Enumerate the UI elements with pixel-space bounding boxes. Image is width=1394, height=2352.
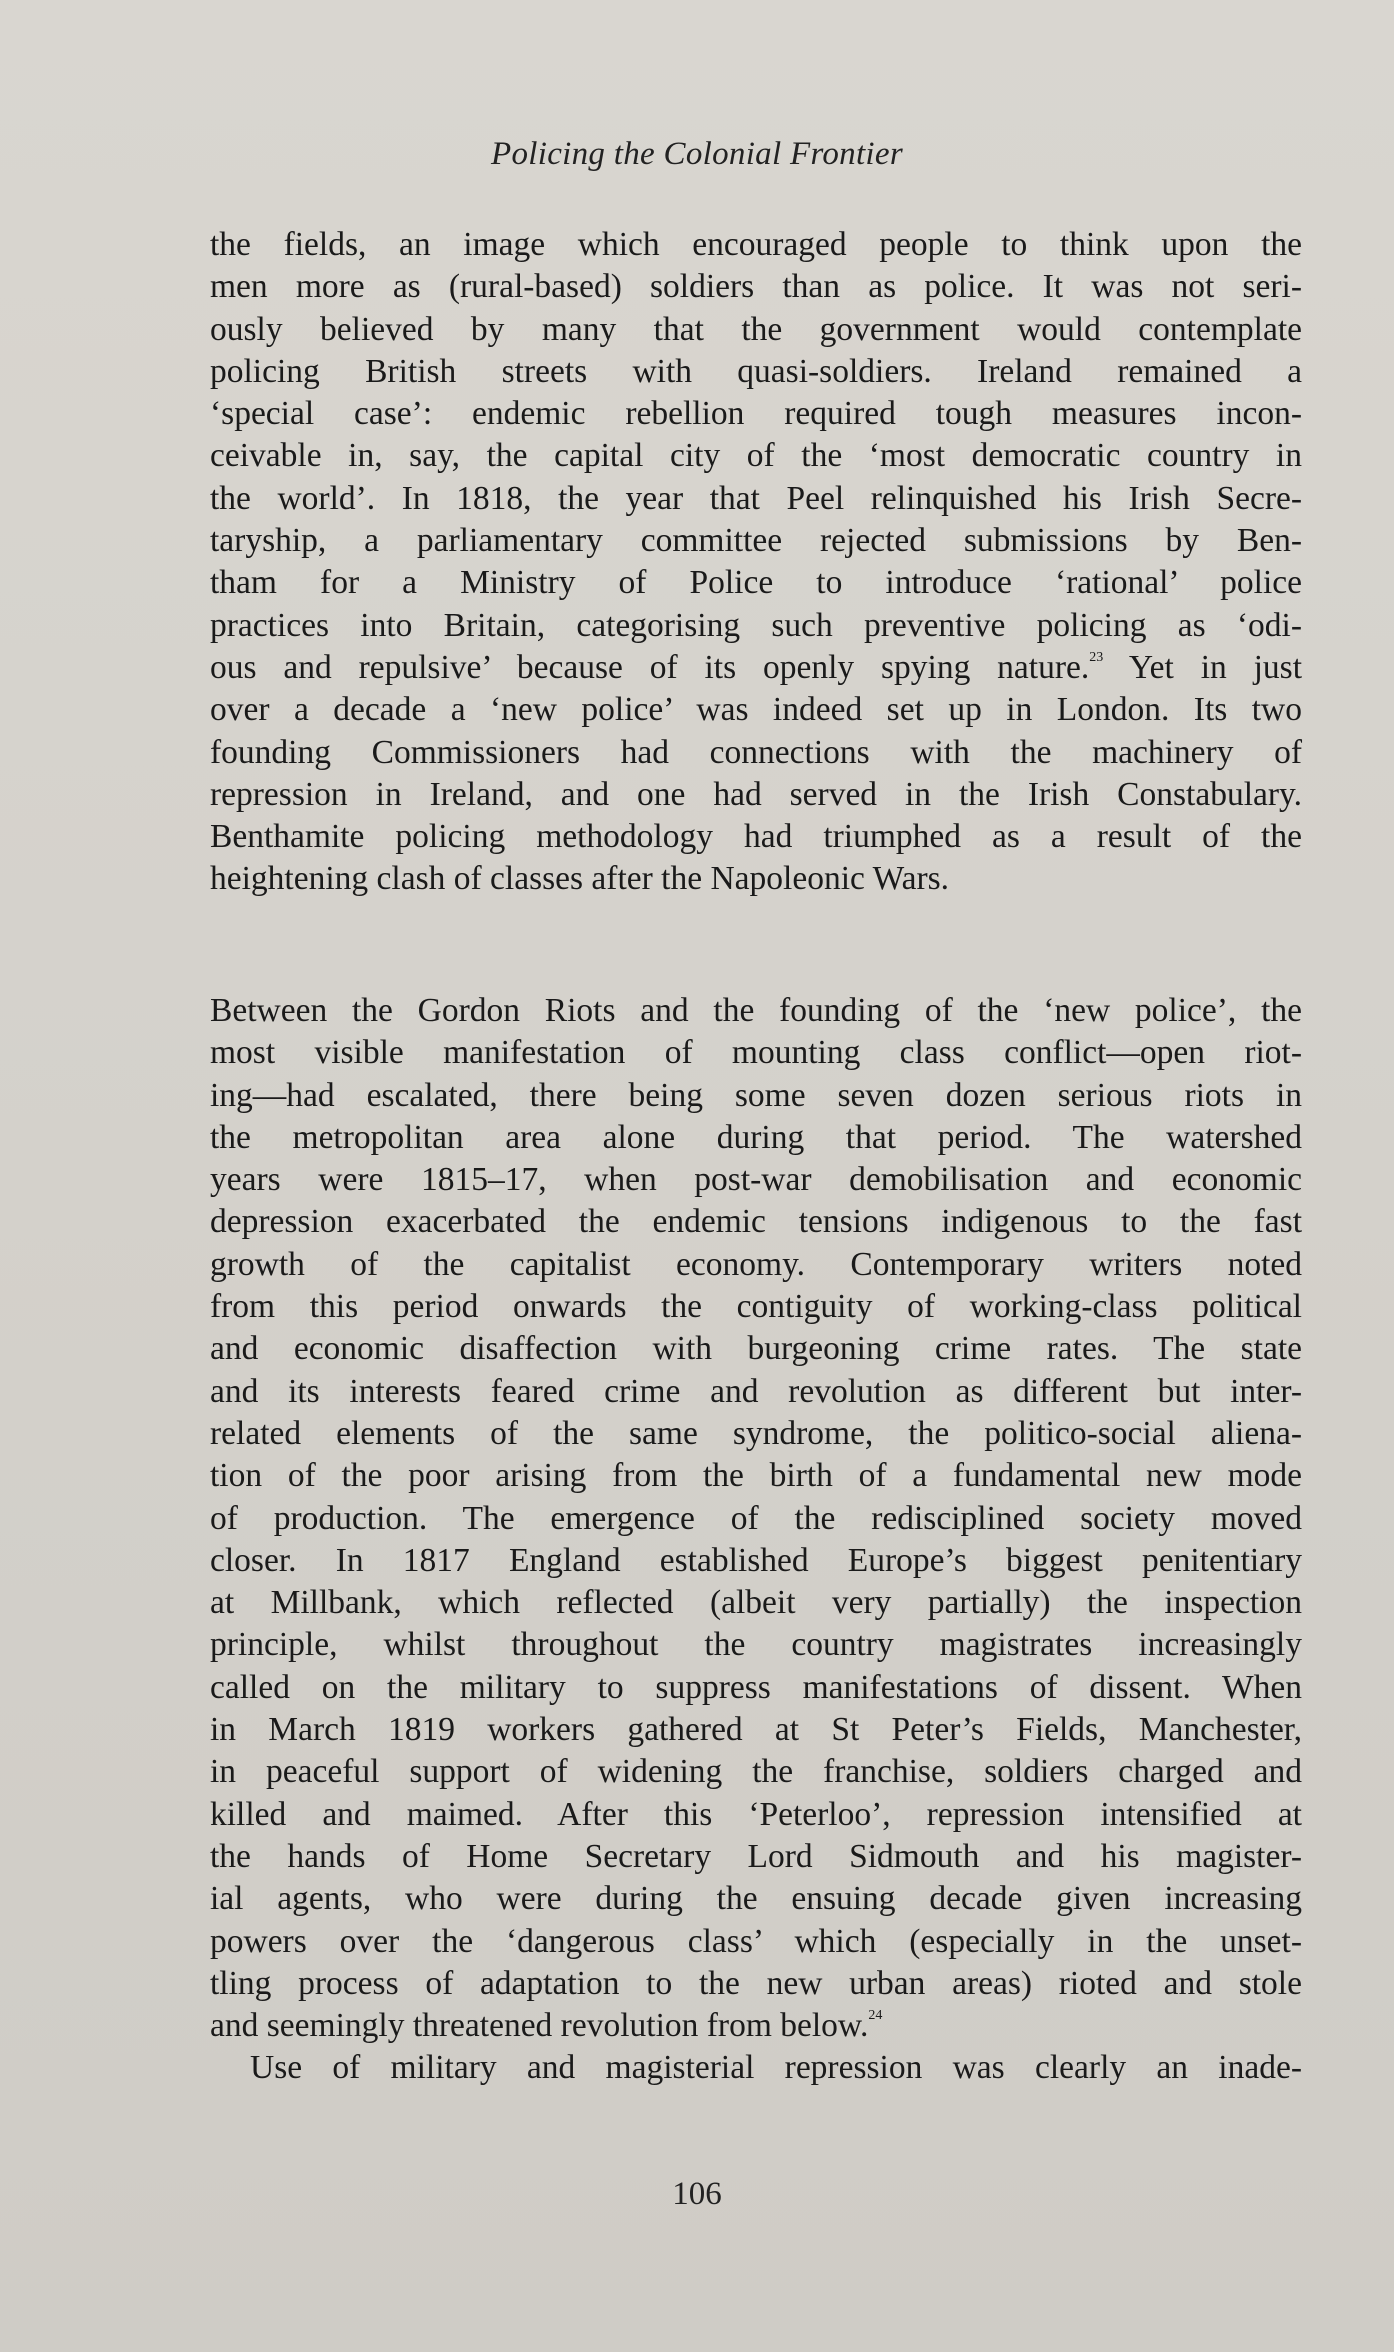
text-line: called on the military to suppress manifestations of dissent. When	[210, 1668, 1302, 1706]
text-line-with-footnote	[210, 2005, 1302, 2047]
text-line: the world’. In 1818, the year that Peel relinquished his Irish Secre-	[210, 479, 1302, 517]
text-line: ial agents, who were during the ensuing decade given increasing	[210, 1880, 1302, 1918]
running-head: Policing the Colonial Frontier	[491, 136, 903, 172]
text-line: heightening clash of classes after the Napoleonic Wars.	[210, 860, 950, 898]
text-line: the metropolitan area alone during that period. The watershed	[210, 1118, 1302, 1156]
text-line: years were 1815–17, when post-war demobilisation and economic	[210, 1161, 1302, 1199]
paragraph-2	[210, 990, 1302, 2090]
text-line: growth of the capitalist economy. Contemporary writers noted	[210, 1245, 1302, 1283]
text-line: ously believed by many that the government would contemplate	[210, 310, 1302, 348]
text-line: taryship, a parliamentary committee rejected submissions by Ben-	[210, 522, 1302, 560]
paragraph-1	[210, 224, 1302, 901]
text-line: practices into Britain, categorising such preventive policing as ‘odi-	[210, 606, 1302, 644]
text-line: tham for a Ministry of Police to introduce ‘rational’ police	[210, 564, 1302, 602]
text-fragment: Yet in just	[1103, 648, 1302, 686]
text-line: in March 1819 workers gathered at St Peter’s Fields, Manchester,	[210, 1711, 1302, 1749]
text-line: policing British streets with quasi-soldiers. Ireland remained a	[210, 352, 1302, 390]
text-line: tling process of adaptation to the new urban areas) rioted and stole	[210, 1964, 1302, 2002]
text-line: and economic disaffection with burgeoning crime rates. The state	[210, 1330, 1302, 1368]
text-line: Benthamite policing methodology had triumphed as a result of the	[210, 818, 1302, 856]
text-line: powers over the ‘dangerous class’ which (especially in the unset-	[210, 1922, 1302, 1960]
text-fragment: and seemingly threatened revolution from below.	[210, 2007, 869, 2045]
text-line: over a decade a ‘new police’ was indeed set up in London. Its two	[210, 691, 1302, 729]
text-line: at Millbank, which reflected (albeit very partially) the inspection	[210, 1584, 1302, 1622]
text-line: ceivable in, say, the capital city of the ‘most democratic country in	[210, 437, 1302, 475]
text-line: and its interests feared crime and revolution as different but inter-	[210, 1372, 1302, 1410]
footnote-marker-24: 24	[868, 2008, 883, 2024]
text-line: closer. In 1817 England established Europe’s biggest penitentiary	[210, 1541, 1302, 1579]
text-line: Between the Gordon Riots and the founding of the ‘new police’, the	[210, 992, 1302, 1029]
text-fragment: ous and repulsive’ because of its openly spying nature.	[210, 648, 1090, 686]
page-number: 106	[672, 2176, 722, 2212]
text-line: founding Commissioners had connections with the machinery of	[210, 733, 1302, 771]
text-line: the hands of Home Secretary Lord Sidmouth and his magister-	[210, 1837, 1302, 1875]
text-line: from this period onwards the contiguity of working-class political	[210, 1288, 1302, 1326]
text-line: principle, whilst throughout the country magistrates increasingly	[210, 1626, 1302, 1664]
footnote-marker-23: 23	[1089, 649, 1104, 665]
text-line: depression exacerbated the endemic tensions indigenous to the fast	[210, 1203, 1302, 1241]
text-line: men more as (rural-based) soldiers than as police. It was not seri-	[210, 268, 1302, 306]
text-line: most visible manifestation of mounting class conflict—open riot-	[210, 1034, 1302, 1072]
text-line: of production. The emergence of the redisciplined society moved	[210, 1499, 1302, 1537]
text-line: repression in Ireland, and one had served in the Irish Constabulary.	[210, 775, 1302, 813]
text-line: related elements of the same syndrome, the politico-social aliena-	[210, 1414, 1302, 1452]
paragraph-3-first-line: Use of military and magisterial repression was clearly an inade-	[250, 2049, 1302, 2087]
text-line: ing—had escalated, there being some seven dozen serious riots in	[210, 1076, 1302, 1114]
text-line: in peaceful support of widening the franchise, soldiers charged and	[210, 1753, 1302, 1791]
text-line: killed and maimed. After this ‘Peterloo’, repression intensified at	[210, 1795, 1302, 1833]
text-line: the fields, an image which encouraged people to think upon the	[210, 226, 1302, 263]
text-line-with-footnote	[210, 647, 1302, 689]
text-line: tion of the poor arising from the birth of a fundamental new mode	[210, 1457, 1302, 1495]
text-line: ‘special case’: endemic rebellion required tough measures incon-	[210, 395, 1302, 433]
